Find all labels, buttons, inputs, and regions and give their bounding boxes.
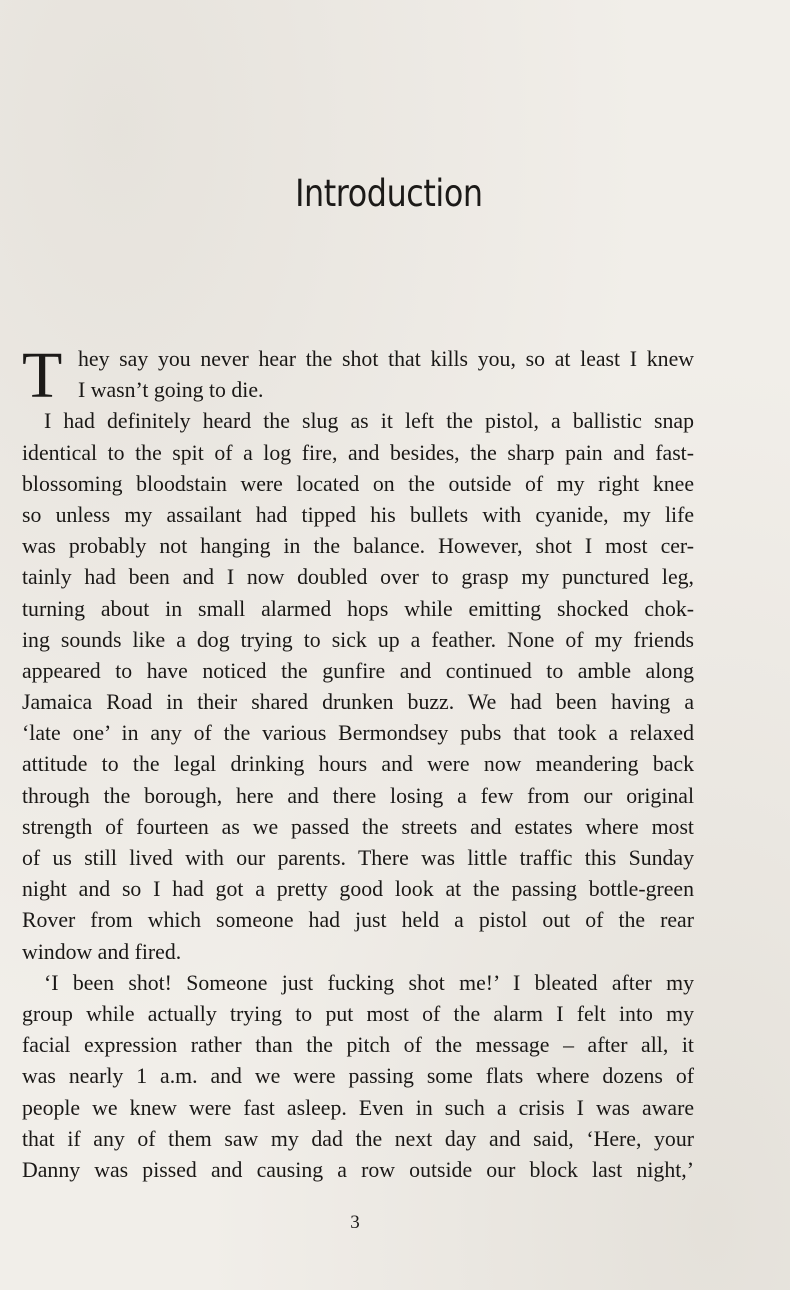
text-line: hey say you never hear the shot that kills you, so at least I knew (78, 347, 694, 371)
text-line: night and so I had got a pretty good look at the passing bottle-green (22, 877, 694, 902)
text-line: ‘late one’ in any of the various Bermondsey pubs that took a relaxed (22, 721, 694, 746)
text-line: that if any of them saw my dad the next day and said, ‘Here, your (22, 1126, 694, 1151)
text-line: blossoming bloodstain were located on the outside of my right knee (22, 471, 694, 496)
text-line: turning about in small alarmed hops while emitting shocked chok- (22, 596, 694, 621)
body-text (22, 339, 694, 1186)
text-line: Jamaica Road in their shared drunken buzz. We had been having a (22, 690, 694, 715)
text-line: through the borough, here and there losing a few from our original (22, 783, 694, 808)
text-line: Danny was pissed and causing a row outside our block last night,’ (22, 1157, 694, 1182)
text-line: so unless my assailant had tipped his bullets with cyanide, my life (22, 502, 694, 527)
text-line: Rover from which someone had just held a pistol out of the rear (22, 908, 694, 933)
text-line: ‘I been shot! Someone just fucking shot me!’ I bleated after my (44, 970, 694, 995)
text-line: group while actually trying to put most of the alarm I felt into my (22, 1001, 694, 1026)
text-line: identical to the spit of a log fire, and besides, the sharp pain and fast- (22, 440, 694, 465)
text-line: ing sounds like a dog trying to sick up a feather. None of my friends (22, 627, 694, 652)
text-line: tainly had been and I now doubled over to grasp my punctured leg, (22, 565, 694, 590)
drop-cap: T (22, 339, 63, 412)
text-line: window and fired. (22, 939, 182, 964)
text-line: people we knew were fast asleep. Even in such a crisis I was aware (22, 1095, 694, 1120)
page-number: 3 (350, 1212, 360, 1233)
text-line: was nearly 1 a.m. and we were passing some flats where dozens of (22, 1064, 694, 1089)
text-line: appeared to have noticed the gunfire and continued to amble along (22, 658, 694, 683)
text-line: facial expression rather than the pitch of the message – after all, it (22, 1033, 694, 1058)
text-line: I had definitely heard the slug as it left the pistol, a ballistic snap (44, 409, 694, 434)
text-line: was probably not hanging in the balance. However, shot I most cer- (22, 534, 694, 559)
text-line: of us still lived with our parents. There was little traffic this Sunday (22, 846, 694, 870)
text-line: attitude to the legal drinking hours and were now meandering back (22, 752, 694, 777)
text-line: strength of fourteen as we passed the streets and estates where most (22, 814, 694, 839)
text-line: I wasn’t going to die. (78, 378, 264, 403)
chapter-title: Introduction (295, 172, 483, 215)
